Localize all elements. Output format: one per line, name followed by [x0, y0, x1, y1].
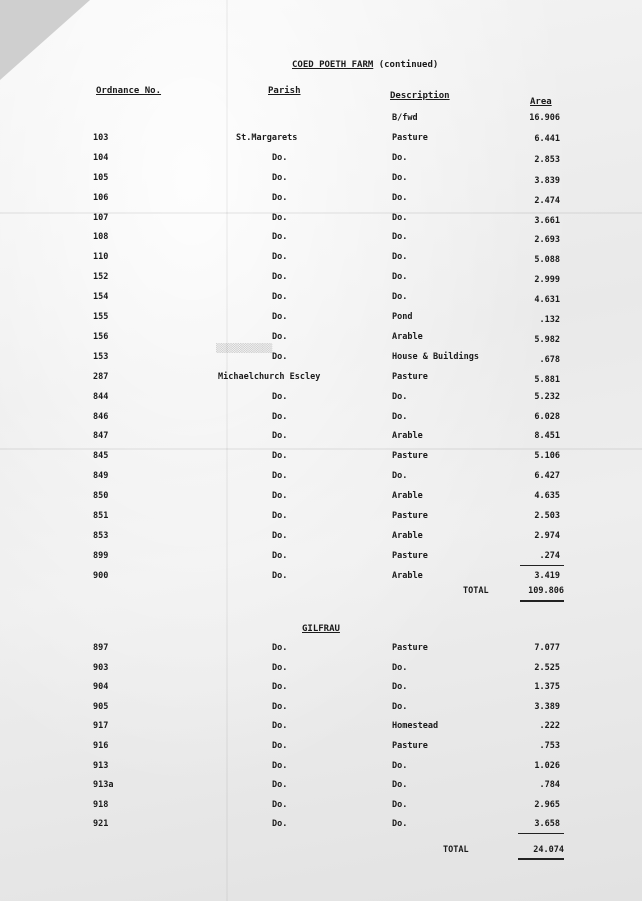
area-cell: 8.451 [534, 431, 560, 442]
table-row [0, 372, 642, 386]
area-cell: 3.658 [534, 819, 560, 830]
parish-cell: Do. [272, 212, 288, 223]
table-row [0, 252, 642, 266]
parish-cell: Do. [272, 721, 288, 732]
table-row [0, 741, 642, 755]
parish-cell: Do. [272, 172, 288, 183]
area-cell: 2.999 [534, 275, 560, 286]
table-row [0, 392, 642, 406]
ordnance-number: 897 [93, 643, 109, 653]
description-cell: Do. [392, 760, 408, 771]
area-cell: 5.232 [534, 391, 560, 402]
area-cell: 3.419 [534, 570, 560, 581]
area-cell: 2.693 [534, 235, 560, 246]
area-cell: 6.427 [534, 471, 560, 482]
area-cell: 6.028 [534, 411, 560, 422]
faint-strikeout-text: ▒▒▒▒▒▒▒▒▒▒▒ [216, 344, 273, 354]
ordnance-number: 913a [93, 780, 114, 791]
description-cell: Do. [392, 471, 408, 482]
table-row [0, 819, 642, 833]
area-cell: .274 [539, 550, 560, 561]
parish-cell: Do. [272, 760, 288, 771]
ordnance-number: 905 [93, 701, 109, 712]
description-cell: Do. [392, 172, 408, 183]
section2-total-label: TOTAL [443, 845, 469, 855]
ordnance-number: 153 [93, 351, 109, 362]
parish-cell: Do. [272, 312, 288, 322]
ordnance-number: 105 [93, 172, 109, 183]
table-row [0, 332, 642, 346]
farm-name: COED POETH FARM [292, 60, 374, 70]
ordnance-number: 847 [93, 431, 109, 442]
ordnance-number: 921 [93, 819, 109, 830]
table-row [0, 193, 642, 207]
area-cell: 1.026 [534, 760, 560, 771]
column-header-area: Area [530, 97, 552, 107]
ordnance-number: 103 [93, 132, 109, 143]
description-cell: Do. [392, 819, 408, 830]
description-cell: Do. [392, 152, 408, 163]
description-cell: Do. [392, 391, 408, 402]
ordnance-number: 110 [93, 252, 109, 263]
description-cell: Pasture [392, 451, 428, 462]
area-cell: 2.853 [534, 154, 560, 165]
table-row [0, 431, 642, 445]
parish-cell: Do. [272, 252, 288, 263]
description-cell: Do. [392, 292, 408, 303]
fold-crease [0, 448, 642, 450]
section1-total-label: TOTAL [463, 586, 489, 596]
description-cell: Do. [392, 662, 408, 673]
ordnance-number: 104 [93, 152, 109, 163]
description-cell: Arable [392, 491, 423, 502]
parish-cell: Do. [272, 471, 288, 482]
description-cell: Pond [392, 312, 413, 322]
parish-cell: Do. [272, 701, 288, 712]
total-double-rule [518, 858, 564, 860]
table-row [0, 451, 642, 465]
ordnance-number: 152 [93, 272, 109, 283]
subtotal-rule [520, 565, 564, 566]
description-cell: Pasture [392, 550, 428, 561]
area-cell: 6.441 [534, 133, 560, 144]
table-row [0, 511, 642, 525]
table-row [0, 232, 642, 246]
description-cell: House & Buildings [392, 351, 479, 362]
table-row [0, 761, 642, 775]
table-row [0, 412, 642, 426]
table-row [0, 153, 642, 167]
parish-cell: Do. [272, 292, 288, 303]
parish-cell: Do. [272, 530, 288, 541]
area-cell: .222 [539, 721, 560, 732]
parish-cell: Do. [272, 451, 288, 462]
parish-cell: Do. [272, 662, 288, 673]
area-cell: 5.881 [534, 374, 560, 385]
parish-cell: Do. [272, 780, 288, 791]
parish-cell: Do. [272, 331, 288, 342]
table-row [0, 571, 642, 585]
ordnance-number: 850 [93, 491, 109, 502]
area-cell: 1.375 [534, 682, 560, 693]
table-row [0, 133, 642, 147]
table-row [0, 643, 642, 657]
table-row [0, 312, 642, 326]
document-title [292, 60, 438, 70]
parish-cell: Do. [272, 152, 288, 163]
ordnance-number: 156 [93, 331, 109, 342]
area-cell: 2.525 [534, 662, 560, 673]
table-row [0, 800, 642, 814]
area-cell: 2.974 [534, 530, 560, 541]
parish-cell: Do. [272, 491, 288, 502]
parish-cell: Do. [272, 799, 288, 810]
description-cell: Arable [392, 331, 423, 342]
area-cell: 2.503 [534, 511, 560, 521]
parish-cell: Do. [272, 819, 288, 830]
folded-corner [0, 0, 90, 80]
description-cell: Do. [392, 272, 408, 283]
area-cell: 3.839 [534, 175, 560, 186]
table-row [0, 702, 642, 716]
parish-cell: Do. [272, 351, 288, 362]
section1-total-value: 109.806 [528, 586, 564, 596]
area-cell: 3.661 [534, 215, 560, 226]
section-title-gilfrau: GILFRAU [302, 624, 340, 634]
parish-cell: Do. [272, 272, 288, 283]
total-double-rule [520, 600, 564, 602]
ordnance-number: 154 [93, 292, 109, 303]
ordnance-number: 851 [93, 511, 109, 521]
description-cell: Do. [392, 212, 408, 223]
area-cell: 2.474 [534, 195, 560, 206]
area-cell: .132 [539, 315, 560, 325]
ordnance-number: 106 [93, 192, 109, 203]
table-row [0, 531, 642, 545]
area-cell: .678 [539, 354, 560, 365]
parish-cell: Do. [272, 550, 288, 561]
column-header-parish: Parish [268, 86, 301, 96]
column-header-description: Description [390, 91, 450, 101]
parish-cell: Do. [272, 411, 288, 422]
parish-cell: Do. [272, 741, 288, 751]
ordnance-number: 853 [93, 530, 109, 541]
ordnance-number: 155 [93, 312, 109, 322]
table-row [0, 113, 642, 127]
description-cell: Arable [392, 431, 423, 442]
ordnance-number: 849 [93, 471, 109, 482]
parish-cell: Do. [272, 682, 288, 693]
table-row [0, 780, 642, 794]
table-row [0, 471, 642, 485]
table-row [0, 721, 642, 735]
description-cell: Do. [392, 232, 408, 243]
ordnance-number: 846 [93, 411, 109, 422]
section2-total-value: 24.074 [533, 845, 564, 855]
table-row [0, 682, 642, 696]
ordnance-number: 913 [93, 760, 109, 771]
table-row [0, 663, 642, 677]
ordnance-number: 844 [93, 391, 109, 402]
description-cell: Pasture [392, 643, 428, 653]
subtotal-rule [518, 833, 564, 834]
ordnance-number: 903 [93, 662, 109, 673]
description-cell: Do. [392, 799, 408, 810]
description-cell: Do. [392, 192, 408, 203]
area-cell: 2.965 [534, 799, 560, 810]
description-cell: Arable [392, 530, 423, 541]
parish-cell: Do. [272, 391, 288, 402]
parish-cell: Do. [272, 431, 288, 442]
ordnance-number: 917 [93, 721, 109, 732]
title-suffix: (continued) [378, 60, 439, 70]
description-cell: Homestead [392, 721, 439, 732]
area-cell: 4.635 [534, 491, 560, 502]
description-cell: Do. [392, 411, 408, 422]
table-row [0, 352, 642, 366]
ordnance-number: 845 [93, 451, 109, 462]
description-cell: B/fwd [392, 113, 418, 123]
table-row [0, 272, 642, 286]
area-cell: 16.906 [529, 113, 560, 123]
area-cell: .784 [539, 780, 560, 791]
description-cell: Do. [392, 682, 408, 693]
ordnance-number: 107 [93, 212, 109, 223]
ordnance-number: 918 [93, 799, 109, 810]
column-header-ordnance: Ordnance No. [96, 86, 162, 96]
area-cell: 4.631 [534, 295, 560, 306]
description-cell: Pasture [392, 371, 428, 382]
table-row [0, 213, 642, 227]
description-cell: Pasture [392, 132, 428, 143]
description-cell: Do. [392, 780, 408, 791]
area-cell: 5.982 [534, 334, 560, 345]
table-row [0, 491, 642, 505]
description-cell: Do. [392, 252, 408, 263]
parish-cell: St.Margarets [236, 132, 298, 143]
area-cell: 7.077 [534, 643, 560, 653]
table-row [0, 551, 642, 565]
ordnance-number: 904 [93, 682, 109, 693]
parish-cell: Do. [272, 192, 288, 203]
area-cell: 3.389 [534, 701, 560, 712]
ordnance-number: 287 [93, 371, 109, 382]
ordnance-number: 916 [93, 741, 109, 751]
ordnance-number: 900 [93, 570, 109, 581]
parish-cell: Do. [272, 643, 288, 653]
parish-cell: Do. [272, 570, 288, 581]
parish-cell: Michaelchurch Escley [218, 371, 321, 382]
parish-cell: Do. [272, 232, 288, 243]
description-cell: Arable [392, 570, 423, 581]
table-row [0, 292, 642, 306]
ordnance-number: 899 [93, 550, 109, 561]
description-cell: Pasture [392, 511, 428, 521]
description-cell: Do. [392, 701, 408, 712]
area-cell: 5.088 [534, 255, 560, 266]
table-row [0, 173, 642, 187]
area-cell: .753 [539, 741, 560, 751]
ordnance-number: 108 [93, 232, 109, 243]
parish-cell: Do. [272, 511, 288, 521]
area-cell: 5.106 [534, 451, 560, 462]
description-cell: Pasture [392, 741, 428, 751]
